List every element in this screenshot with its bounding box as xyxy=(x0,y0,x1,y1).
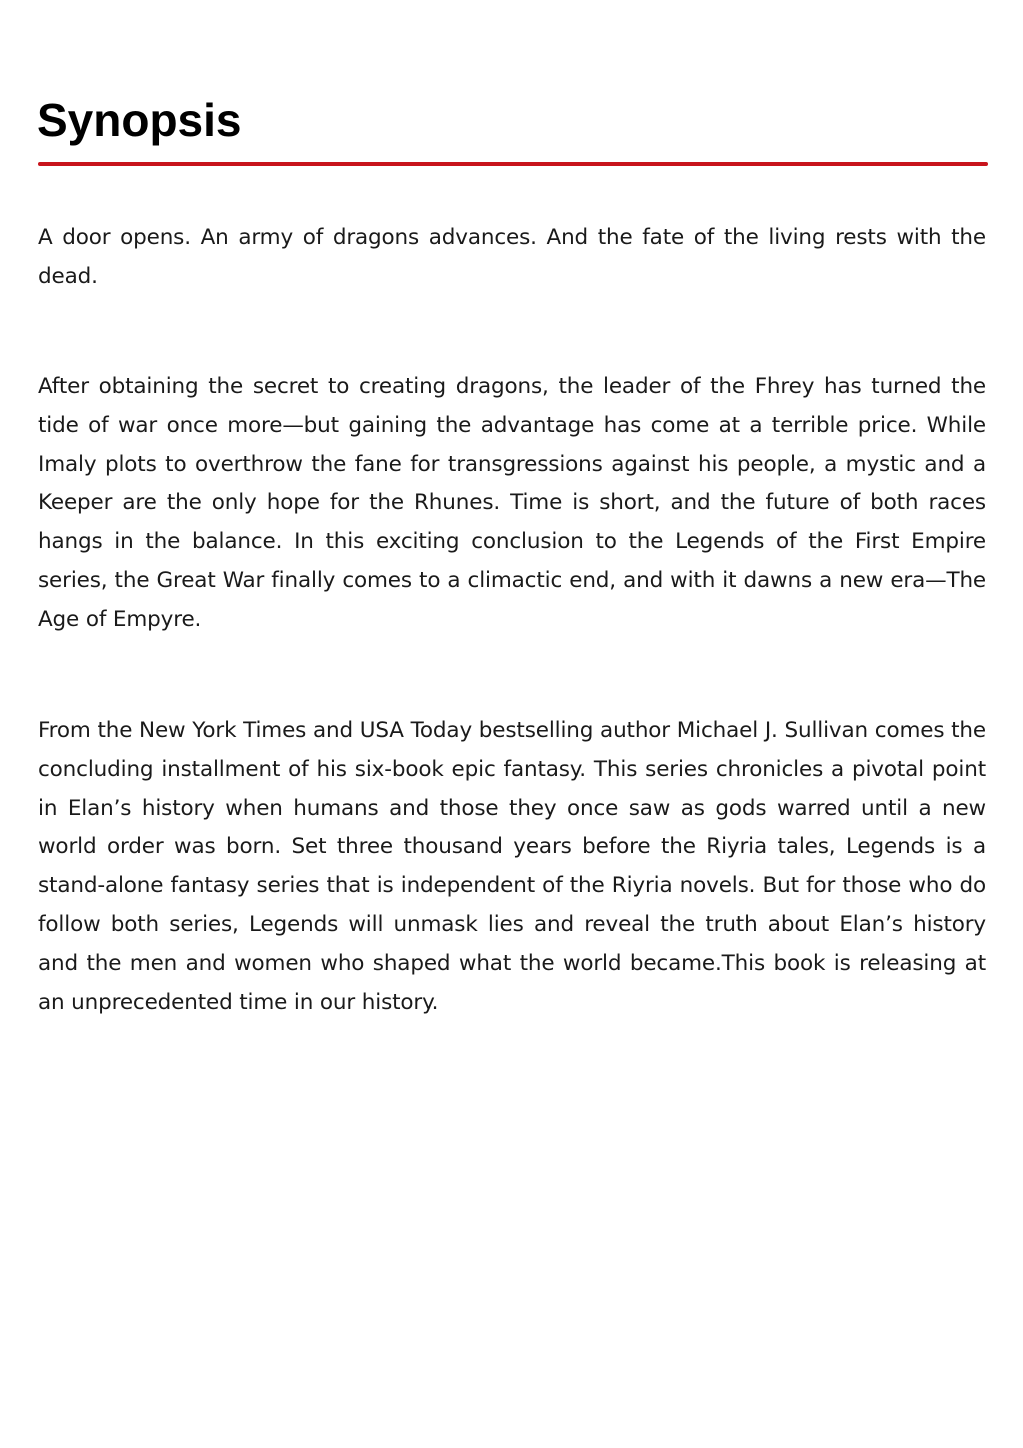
synopsis-paragraph-3: From the New York Times and USA Today bestselling author Michael J. Sullivan comes the concluding installment of his six-book epic fantasy. This series chronicles a pivotal point in Elan’s history when humans and those they once saw as gods warred until a new world order was born. Set three thousand years before the Riyria tales, Legends is a stand-alone fantasy series that is independent of the Riyria novels. But for those who do follow both series, Legends will unmask lies and reveal the truth about Elan’s history and the men and women who shaped what the world became.This book is releasing at an unprecedented time in our history. xyxy=(38,718,986,1015)
title-underline-divider xyxy=(38,162,988,166)
page-title: Synopsis xyxy=(37,94,242,146)
synopsis-paragraph-1: A door opens. An army of dragons advances. And the fate of the living rests with the dead. xyxy=(38,225,986,289)
synopsis-paragraph-2: After obtaining the secret to creating dragons, the leader of the Fhrey has turned the tide of war once more—but gaining the advantage has come at a terrible price. While Imaly plots to overthrow the fane for transgressions against his people, a mystic and a Keeper are the only hope for the Rhunes. Time is short, and the future of both races hangs in the balance. In this exciting conclusion to the Legends of the First Empire series, the Great War finally comes to a climactic end, and with it dawns a new era—The Age of Empyre. xyxy=(38,374,986,632)
